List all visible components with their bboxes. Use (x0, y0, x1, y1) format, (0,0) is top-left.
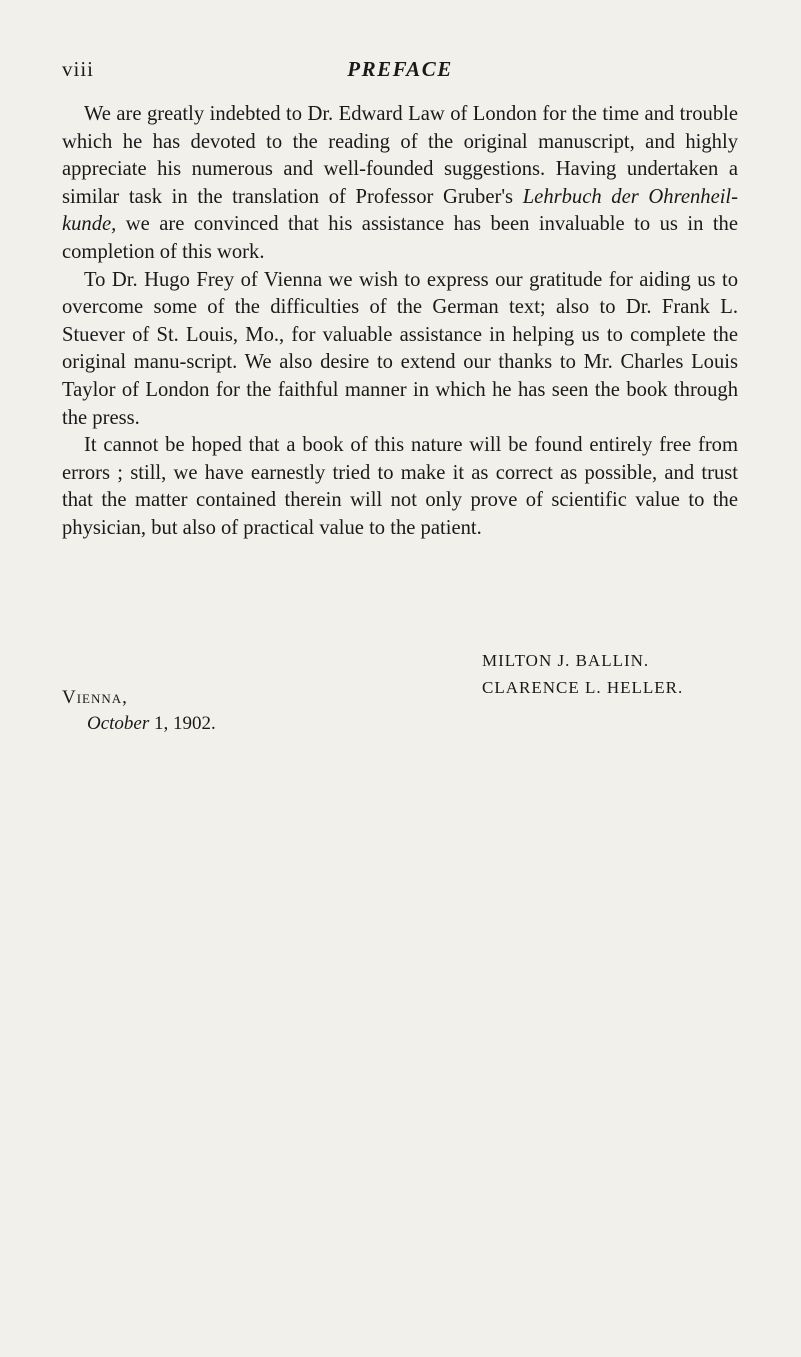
preface-body (62, 101, 738, 543)
place-date (62, 685, 216, 737)
signature-1: MILTON J. BALLIN. (482, 651, 650, 670)
paragraph-3: It cannot be hoped that a book of this nature will be found entirely free from errors ; still, we have earnestly tried to make it as correct as possible, and trust that the matter contained therein will not only prove of scientific value to the physician, but also of practical value to the patient. (62, 434, 738, 539)
paragraph-1-text-end: we are convinced that his assistance has been invaluable to us in the completion of this work. (62, 213, 738, 263)
paragraph-2: To Dr. Hugo Frey of Vienna we wish to express our gratitude for aiding us to overcome some of the difficulties of the German text; also to Dr. Frank L. Stuever of St. Louis, Mo., for valuable assistance in helping us to complete the original manu-script. We also desire to extend our thanks to Mr. Charles Louis Taylor of London for the faithful manner in which he has seen the book through the press. (62, 268, 738, 429)
book-title-reference: Lehrbuch der Ohrenheil-kunde, (62, 185, 739, 236)
paragraph-1-text-start: We are greatly indebted to Dr. Edward Law of London for the time and trouble which he has devoted to the reading of the original manuscript, and highly appreciate his numerous and well-founded suggestions. Having undertaken a similar task in the translation of Professor Gruber's (62, 103, 738, 208)
running-head (62, 57, 738, 83)
date-rest: 1, 1902. (149, 713, 216, 734)
date (62, 711, 216, 737)
place: Vienna, (62, 687, 128, 708)
date-month: October (87, 713, 150, 734)
running-title: PREFACE (347, 57, 453, 81)
signature-2: CLARENCE L. HELLER. (482, 678, 684, 697)
page-number: viii (62, 57, 95, 81)
paragraph-1 (62, 101, 738, 267)
signatures (482, 647, 683, 701)
